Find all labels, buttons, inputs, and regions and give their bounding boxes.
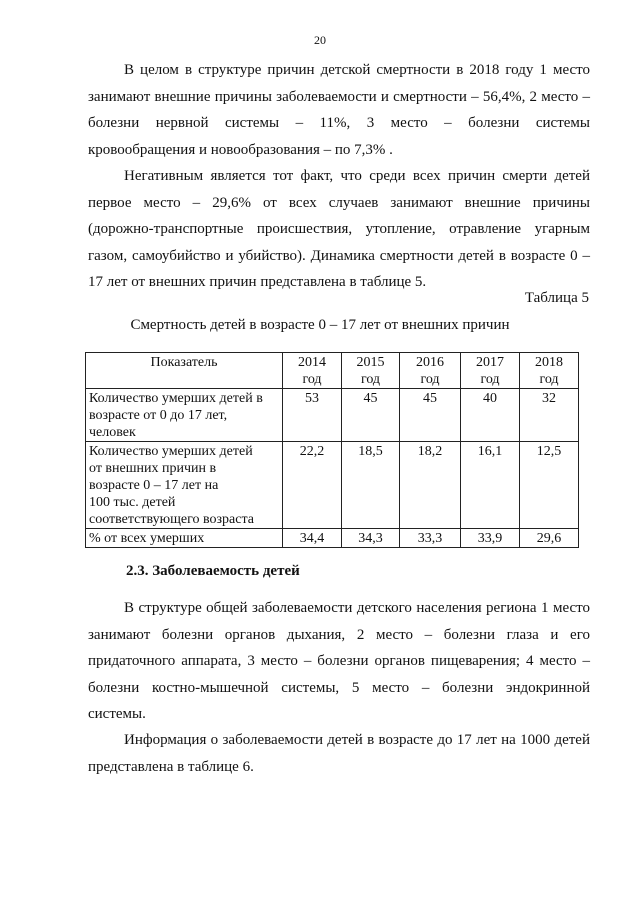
table-cell: 40 — [461, 389, 520, 442]
paragraph-external-causes — [88, 163, 590, 296]
header-year: 2018 год — [520, 353, 579, 389]
table-cell: 18,5 — [342, 442, 400, 529]
text-line: 17 лет от внешних причин представлена в таблице 5. — [88, 274, 427, 290]
table-cell: 34,3 — [342, 529, 400, 548]
row-label: Количество умерших детей от внешних причин в возрасте 0 – 17 лет на 100 тыс. детей соответствующего возраста — [86, 442, 283, 529]
paragraph-child-mortality-structure — [88, 57, 590, 163]
text-line: В целом в структуре причин детской смертности в 2018 году 1 место — [124, 62, 590, 78]
table-cell: 33,3 — [400, 529, 461, 548]
table-cell: 16,1 — [461, 442, 520, 529]
paragraph-morbidity-info — [88, 727, 590, 780]
text-line: Информация о заболеваемости детей в возрасте до 17 лет на 1000 детей — [124, 732, 590, 748]
text-line: Негативным является тот факт, что среди всех причин смерти детей — [124, 168, 590, 184]
table-row — [86, 442, 579, 529]
table-cell: 32 — [520, 389, 579, 442]
text-line: кровообращения и новообразования – по 7,3% . — [88, 141, 393, 158]
text-line: первое место – 29,6% от всех случаев занимают внешние причины — [88, 194, 590, 211]
table-cell: 45 — [342, 389, 400, 442]
header-year: 2015 год — [342, 353, 400, 389]
table-row — [86, 389, 579, 442]
text-line: болезни нервной системы – 11%, 3 место – болезни системы — [88, 115, 590, 131]
text-line: занимают внешние причины заболеваемости и смертности – 56,4%, 2 место – — [88, 88, 590, 105]
text-line: придаточного аппарата, 3 место – болезни органов пищеварения; 4 место – — [88, 653, 590, 669]
text-line: (дорожно-транспортные происшествия, утопление, отравление угарным — [88, 221, 590, 237]
text-line: системы. — [88, 706, 146, 722]
table-cell: 53 — [283, 389, 342, 442]
table-cell: 18,2 — [400, 442, 461, 529]
section-heading: 2.3. Заболеваемость детей — [126, 563, 300, 579]
header-year: 2016 год — [400, 353, 461, 389]
header-year: 2014 год — [283, 353, 342, 389]
table-cell: 22,2 — [283, 442, 342, 529]
table-row — [86, 529, 579, 548]
table-caption: Смертность детей в возрасте 0 – 17 лет от внешних причин — [130, 317, 510, 333]
text-line: газом, самоубийство и убийство). Динамика смертности детей в возрасте 0 – — [88, 247, 590, 264]
table-cell: 45 — [400, 389, 461, 442]
header-indicator: Показатель — [86, 353, 283, 389]
paragraph-morbidity-structure — [88, 595, 590, 728]
table-cell: 33,9 — [461, 529, 520, 548]
table-cell: 34,4 — [283, 529, 342, 548]
row-label: Количество умерших детей в возрасте от 0 до 17 лет, человек — [86, 389, 283, 442]
text-line: занимают болезни органов дыхания, 2 место – болезни глаза и его — [88, 626, 590, 643]
table-header-row — [86, 353, 579, 389]
table-cell: 12,5 — [520, 442, 579, 529]
text-line: В структуре общей заболеваемости детского населения региона 1 место — [124, 600, 590, 616]
text-line: болезни костно-мышечной системы, 5 место – болезни эндокринной — [88, 679, 590, 696]
table-cell: 29,6 — [520, 529, 579, 548]
text-line: представлена в таблице 6. — [88, 758, 254, 775]
row-label: % от всех умерших — [86, 529, 283, 548]
table-label: Таблица 5 — [524, 290, 589, 306]
mortality-table — [85, 352, 579, 548]
page-number: 20 — [314, 33, 326, 47]
header-year: 2017 год — [461, 353, 520, 389]
